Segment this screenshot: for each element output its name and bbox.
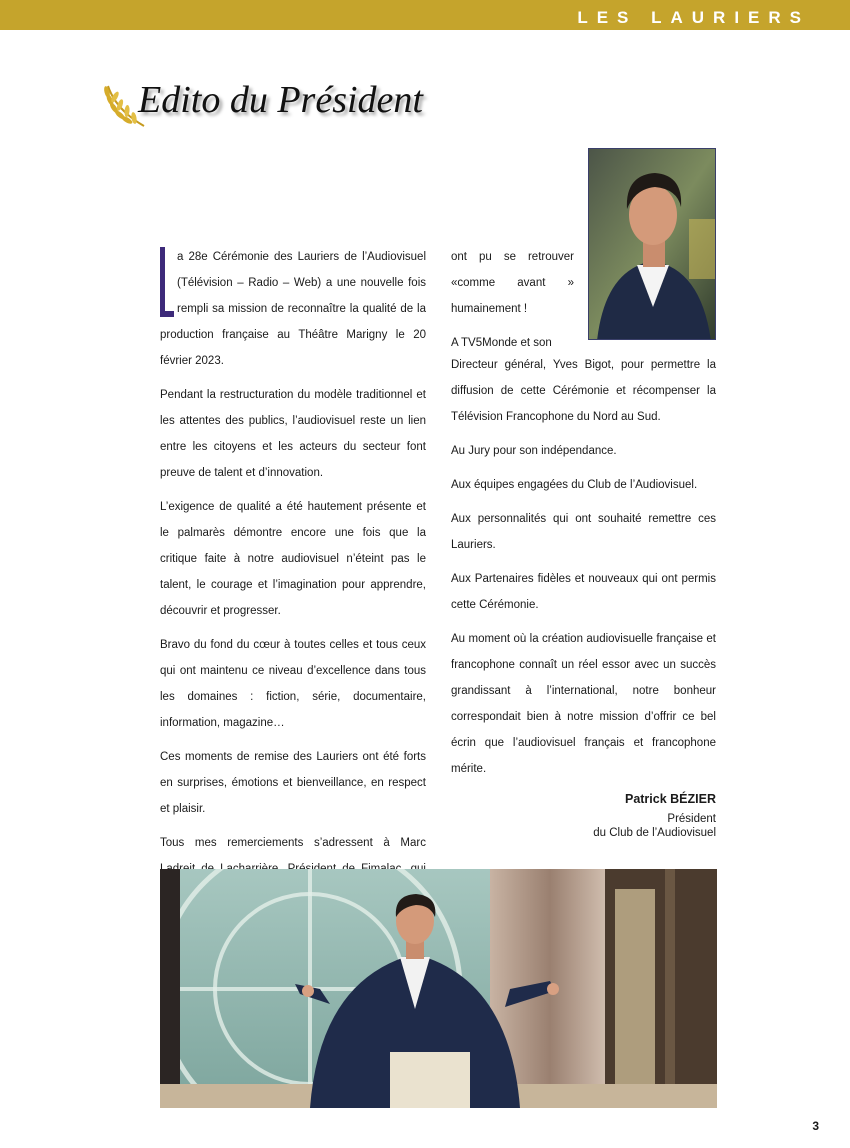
article-paragraph: ont pu se retrouver «comme avant » humainement ! (451, 251, 574, 315)
article-left-column (160, 244, 426, 942)
ceremony-photo (160, 869, 717, 1108)
article-paragraph: Aux Partenaires fidèles et nouveaux qui ont permis cette Cérémonie. (451, 573, 716, 611)
article-paragraph: Tous mes remerciements s’adressent à Marc (160, 837, 426, 849)
article-paragraph: Au Jury pour son indépendance. (451, 445, 617, 457)
article-paragraph: Directeur général, Yves Bigot, pour permettre la diffusion de cette Cérémonie et récompenser la Télévision Francophone du Nord au Sud. (451, 359, 716, 423)
article-right-column (451, 352, 716, 790)
article-paragraph: Aux équipes engagées du Club de l’Audiovisuel. (451, 479, 698, 491)
signature-block (593, 792, 716, 840)
article-paragraph: Aux personnalités qui ont souhaité remettre ces Lauriers. (451, 513, 716, 551)
header-bar (0, 0, 850, 30)
page-number: 3 (812, 1119, 819, 1133)
article-right-top-column (451, 244, 574, 356)
article-paragraph: a 28e Cérémonie des Lauriers de l’Audiovisuel (Télévision – Radio – Web) a une nouvelle fois rempli sa mission de reconnaître la qualité de la production française au Théâtre Marigny le 20 février 2023. (160, 244, 426, 374)
article-paragraph: L’exigence de qualité a été hautement présente et le palmarès démontre encore une fois que la critique faite à notre audiovisuel n’éteint pas le talent, le courage et l’imagination pour apprendre, découvrir et progresser. (160, 501, 426, 617)
page-title: Edito du Président (138, 79, 423, 121)
signature-role: Président (667, 813, 716, 825)
article-paragraph: A TV5Monde et son (451, 337, 552, 349)
header-title: LES LAURIERS (577, 8, 810, 27)
article-paragraph: Au moment où la création audiovisuelle française et francophone connaît un réel essor avec un succès grandissant à l’international, notre bonheur correspondait bien à notre mission d’offrir ce bel écrin que l’audiovisuel français et francophone mérite. (451, 633, 716, 775)
article-paragraph: Pendant la restructuration du modèle traditionnel et les attentes des publics, l’audiovisuel reste un lien entre les citoyens et les acteurs du secteur font preuve de talent et d’innovation. (160, 389, 426, 479)
article-paragraph: Ces moments de remise des Lauriers ont été forts en surprises, émotions et bienveillance, en respect et plaisir. (160, 751, 426, 815)
signature-organization: du Club de l’Audiovisuel (593, 827, 716, 839)
dropcap-letter (160, 247, 169, 317)
article-paragraph: Bravo du fond du cœur à toutes celles et tous ceux qui ont maintenu ce niveau d’excellence dans tous les domaines : fiction, série, documentaire, information, magazine… (160, 639, 426, 729)
signature-name: Patrick BÉZIER (624, 792, 716, 806)
president-portrait (588, 148, 716, 340)
